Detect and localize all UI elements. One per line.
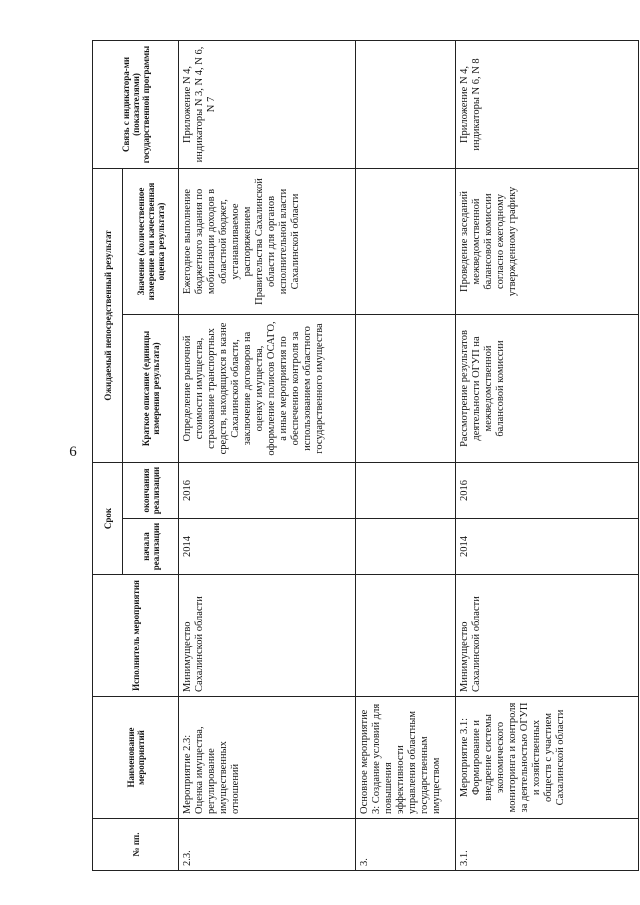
header-end: окончания реализации: [123, 462, 179, 518]
header-start: начала реализации: [123, 519, 179, 575]
cell-result-value: Проведение заседаний межведомственной балансовой комиссии согласно ежегодному утвержденному графику: [456, 168, 639, 314]
cell-start: 2014: [179, 519, 356, 575]
cell-start: [356, 519, 456, 575]
cell-num: 2.3.: [179, 819, 356, 871]
cell-name: Мероприятие 3.1: Формирование и внедрение системы экономического мониторинга и контроля за деятельностью ОГУП и хозяйственных обществ с участием Сахалинской области: [456, 697, 639, 819]
cell-executor: [356, 575, 456, 697]
header-row-1: [93, 40, 123, 870]
cell-end: [356, 462, 456, 518]
cell-result-short: Рассмотрение результатов деятельности ОГУП на межведомственной балансовой комиссии: [456, 314, 639, 462]
header-term: Срок: [93, 462, 123, 574]
cell-start: 2014: [456, 519, 639, 575]
cell-name: Основное мероприятие 3: Создание условий для повышения эффективности управления областным государственным имуществом: [356, 697, 456, 819]
cell-result-short: [356, 314, 456, 462]
cell-name: Мероприятие 2.3: Оценка имущества, регулирование имущественных отношений: [179, 697, 356, 819]
measures-table: [92, 40, 639, 871]
header-result: Ожидаемый непосредственный результат: [93, 168, 123, 462]
header-result-value: Значение (количественное измерение или качественная оценка результата): [123, 168, 179, 314]
cell-link: Приложение N 4, индикаторы N 3, N 4, N 6, N 7: [179, 40, 356, 168]
table-row: [356, 40, 456, 870]
cell-result-value: Ежегодное выполнение бюджетного задания по мобилизации доходов в областной бюджет, устанавливаемое распоряжением Правительства Сахалинской области для органов исполнительной власти Сахалинской области: [179, 168, 356, 314]
header-result-short: Краткое описание (единицы измерения результата): [123, 314, 179, 462]
cell-num: 3.1.: [456, 819, 639, 871]
cell-link: Приложение N 4, индикаторы N 6, N 8: [456, 40, 639, 168]
cell-num: 3.: [356, 819, 456, 871]
cell-executor: Минимущество Сахалинской области: [179, 575, 356, 697]
table-row: [456, 40, 639, 870]
cell-link: [356, 40, 456, 168]
header-name: Наименование мероприятий: [93, 697, 179, 819]
header-link: Связь с индикатора-ми (показателями) государственной программы: [93, 40, 179, 168]
cell-result-value: [356, 168, 456, 314]
cell-end: 2016: [179, 462, 356, 518]
header-executor: Исполнитель мероприятия: [93, 575, 179, 697]
cell-result-short: Определение рыночной стоимости имущества, страхование транспортных средств, находящихся в казне Сахалинской области, заключение договоров на оценку имущества, оформление полисов ОСАГО, а иные мероприятия по обеспечению контроля за использованием областного государственного имущества: [179, 314, 356, 462]
cell-executor: Минимущество Сахалинской области: [456, 575, 639, 697]
table-row: [179, 40, 356, 870]
header-num: № пп.: [93, 819, 179, 871]
cell-end: 2016: [456, 462, 639, 518]
page-number: 6: [69, 444, 77, 460]
rotated-table-container: [92, 41, 638, 871]
